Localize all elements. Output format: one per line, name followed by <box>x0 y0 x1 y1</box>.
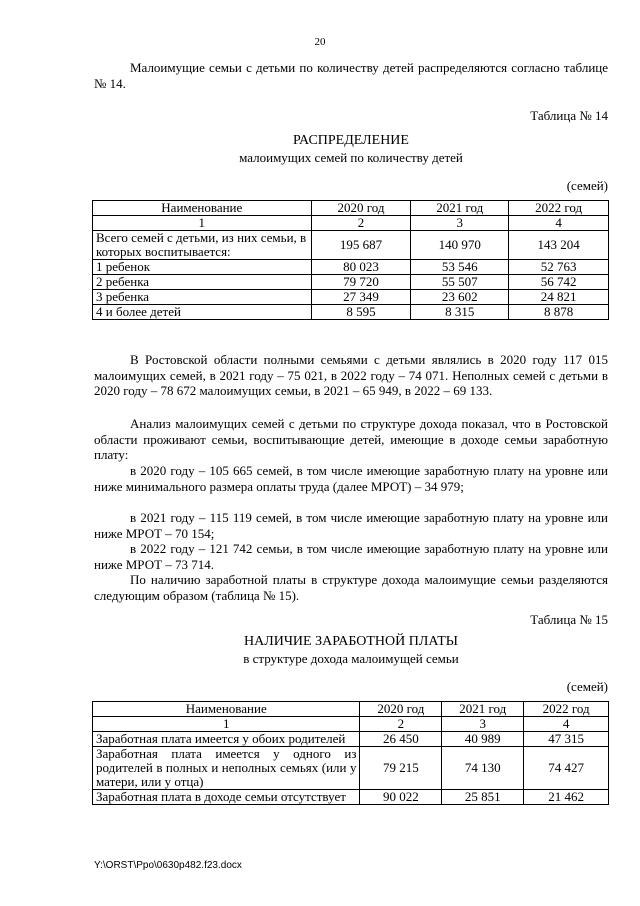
table-row <box>93 260 609 275</box>
value-2021: 55 507 <box>411 275 509 290</box>
column-number: 4 <box>524 717 609 732</box>
value-2022: 21 462 <box>524 790 609 805</box>
table-row <box>93 747 609 790</box>
column-number: 3 <box>411 216 509 231</box>
value-2020: 26 450 <box>360 732 442 747</box>
paragraph-income-analysis: Анализ малоимущих семей с детьми по структуре дохода показал, что в Ростовской области проживают семьи, воспитывающие детей, имеющие в доходе семьи заработную плату: <box>94 416 608 462</box>
header-cell: 2021 год <box>411 201 509 216</box>
table15-title: НАЛИЧИЕ ЗАРАБОТНОЙ ПЛАТЫ <box>244 634 458 649</box>
footer-file-path: Y:\ORST\Ppo\0630p482.f23.docx <box>94 860 242 871</box>
table14-subtitle: малоимущих семей по количеству детей <box>239 150 463 165</box>
header-cell: 2022 год <box>524 702 609 717</box>
table14-unit: (семей) <box>566 178 608 193</box>
table-header-row <box>93 702 609 717</box>
row-name: 4 и более детей <box>93 305 312 320</box>
table14-label: Таблица № 14 <box>530 108 608 123</box>
value-2021: 74 130 <box>442 747 524 790</box>
paragraph-2021: в 2021 году – 115 119 семей, в том числе имеющие заработную плату на уровне или ниже МРОТ – 70 154; <box>94 510 608 541</box>
row-name: 3 ребенка <box>93 290 312 305</box>
header-cell: 2022 год <box>509 201 609 216</box>
table-header-row <box>93 201 609 216</box>
table15 <box>92 701 609 805</box>
header-cell: 2020 год <box>360 702 442 717</box>
table15-unit: (семей) <box>566 679 608 694</box>
header-cell: Наименование <box>93 201 312 216</box>
row-name: Заработная плата в доходе семьи отсутствует <box>93 790 360 805</box>
table-row <box>93 231 609 260</box>
table15-label: Таблица № 15 <box>530 612 608 627</box>
value-2020: 79 215 <box>360 747 442 790</box>
row-name: Заработная плата имеется у одного из родителей в полных и неполных семьях (или у матери, или у отца) <box>93 747 360 790</box>
value-2020: 27 349 <box>311 290 411 305</box>
column-number: 1 <box>93 717 360 732</box>
value-2021: 40 989 <box>442 732 524 747</box>
table15-subtitle: в структуре дохода малоимущей семьи <box>243 651 459 666</box>
value-2022: 52 763 <box>509 260 609 275</box>
intro-paragraph: Малоимущие семьи с детьми по количеству детей распределяются согласно таблице № 14. <box>94 60 608 91</box>
value-2022: 143 204 <box>509 231 609 260</box>
row-name: 1 ребенок <box>93 260 312 275</box>
header-cell: 2020 год <box>311 201 411 216</box>
value-2020: 8 595 <box>311 305 411 320</box>
value-2021: 140 970 <box>411 231 509 260</box>
table-row <box>93 290 609 305</box>
value-2021: 8 315 <box>411 305 509 320</box>
value-2020: 195 687 <box>311 231 411 260</box>
table-row <box>93 275 609 290</box>
table-row <box>93 790 609 805</box>
paragraph-2020: в 2020 году – 105 665 семей, в том числе имеющие заработную плату на уровне или ниже минимального размера оплаты труда (далее МРОТ) – 34 979; <box>94 463 608 494</box>
value-2020: 80 023 <box>311 260 411 275</box>
paragraph-full-families: В Ростовской области полными семьями с детьми являлись в 2020 году 117 015 малоимущих семей, в 2021 году – 75 021, в 2022 году – 74 071. Неполных семей с детьми в 2020 году – 78 672 малоимущих семьи, в 2021 – 65 949, в 2022 – 69 133. <box>94 352 608 398</box>
paragraph-table15-intro: По наличию заработной платы в структуре дохода малоимущие семьи разделяются следующим образом (таблица № 15). <box>94 572 608 603</box>
value-2022: 56 742 <box>509 275 609 290</box>
table-row <box>93 732 609 747</box>
row-name: 2 ребенка <box>93 275 312 290</box>
value-2022: 47 315 <box>524 732 609 747</box>
table-row <box>93 305 609 320</box>
row-name: Заработная плата имеется у обоих родителей <box>93 732 360 747</box>
page-number: 20 <box>314 36 326 48</box>
table14-title: РАСПРЕДЕЛЕНИЕ <box>293 133 409 148</box>
row-name: Всего семей с детьми, из них семьи, в которых воспитывается: <box>93 231 312 260</box>
column-number: 3 <box>442 717 524 732</box>
table14 <box>92 200 609 320</box>
column-number: 1 <box>93 216 312 231</box>
value-2020: 90 022 <box>360 790 442 805</box>
column-number-row <box>93 717 609 732</box>
value-2020: 79 720 <box>311 275 411 290</box>
column-number: 2 <box>360 717 442 732</box>
value-2022: 8 878 <box>509 305 609 320</box>
value-2021: 53 546 <box>411 260 509 275</box>
header-cell: 2021 год <box>442 702 524 717</box>
value-2021: 23 602 <box>411 290 509 305</box>
header-cell: Наименование <box>93 702 360 717</box>
value-2022: 24 821 <box>509 290 609 305</box>
value-2021: 25 851 <box>442 790 524 805</box>
column-number: 4 <box>509 216 609 231</box>
column-number: 2 <box>311 216 411 231</box>
column-number-row <box>93 216 609 231</box>
paragraph-2022: в 2022 году – 121 742 семьи, в том числе имеющие заработную плату на уровне или ниже МРОТ – 73 714. <box>94 541 608 572</box>
value-2022: 74 427 <box>524 747 609 790</box>
